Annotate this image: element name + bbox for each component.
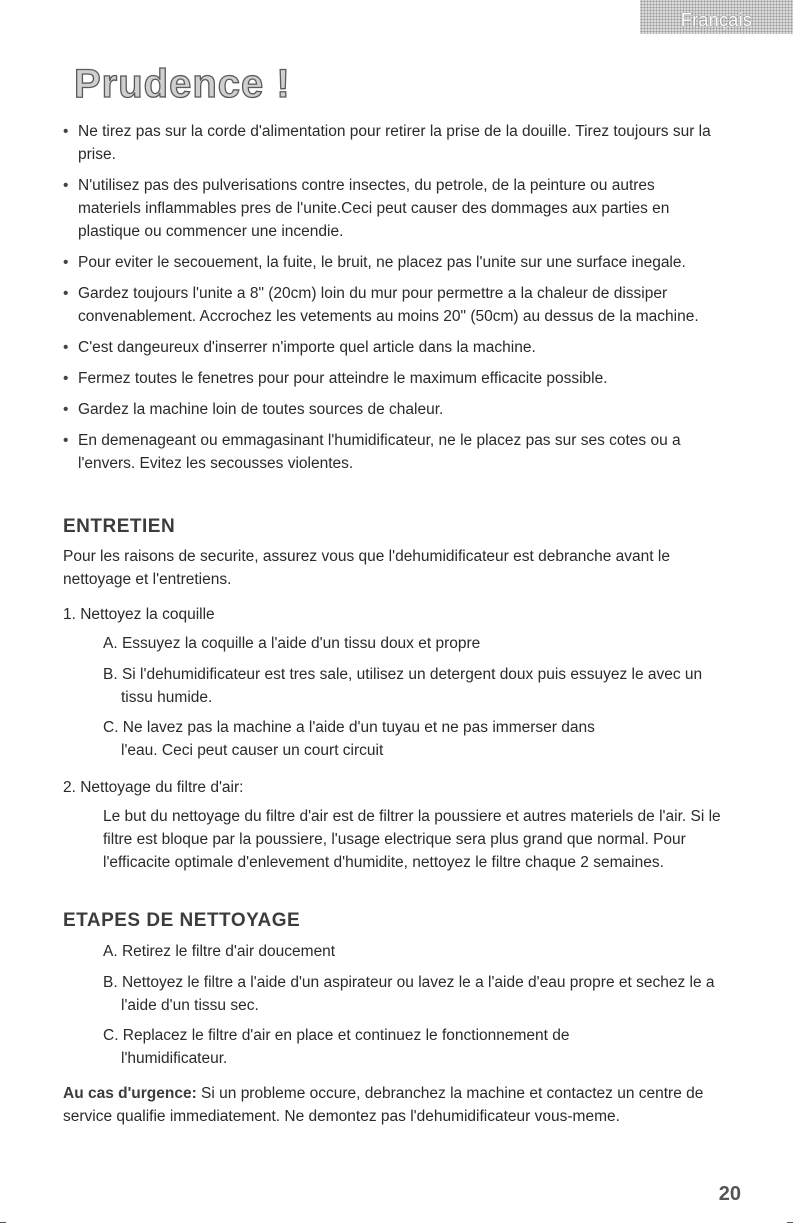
- item1-step-c: C. Ne lavez pas la machine a l'aide d'un tuyau et ne pas immerser dans l'eau. Ceci peut causer un court circuit: [103, 719, 595, 759]
- crop-mark-right: [787, 1222, 793, 1223]
- warning-item: • En demenageant ou emmagasinant l'humidificateur, ne le placez pas sur ses cotes ou a l'envers. Evitez les secousses violentes.: [78, 429, 718, 475]
- language-tab: [640, 0, 793, 34]
- item2-text: Le but du nettoyage du filtre d'air est de filtrer la poussiere et autres materiels de l'air. Si le filtre est bloque par la poussiere, l'usage electrique sera plus grand que normal. Pour l'efficacite optimale d'enlevement d'humidite, nettoyez le filtre chaque 2 semaines.: [103, 808, 721, 871]
- etapes-step-a: A. Retirez le filtre d'air doucement: [103, 943, 336, 960]
- page-title: Prudence !: [74, 62, 291, 106]
- urgence-text: Si un probleme occure, debranchez la machine et contactez un centre de service qualifie immediatement. Ne demontez pas l'dehumidificateur vous-meme.: [63, 1085, 704, 1125]
- warning-item: • Fermez toutes le fenetres pour pour atteindre le maximum efficacite possible.: [78, 367, 718, 390]
- warning-item: • N'utilisez pas des pulverisations contre insectes, du petrole, de la peinture ou autres materiels inflammables pres de l'unite.Ceci peut causer des dommages aux parties en plastique ou commencer une incendie.: [78, 174, 718, 243]
- language-label: Français: [680, 10, 753, 30]
- etapes-heading: ETAPES DE NETTOYAGE: [63, 910, 301, 931]
- urgence-paragraph: [63, 1082, 733, 1128]
- item1-step-b: B. Si l'dehumidificateur est tres sale, utilisez un detergent doux puis essuyez le avec un tissu humide.: [103, 666, 703, 706]
- page-number: 20: [718, 1183, 741, 1205]
- warning-item: • Pour eviter le secouement, la fuite, le bruit, ne placez pas l'unite sur une surface inegale.: [78, 251, 718, 274]
- item1-label: 1. Nettoyez la coquille: [63, 606, 215, 623]
- urgence-label: Au cas d'urgence:: [63, 1085, 197, 1102]
- etapes-step-b: B. Nettoyez le filtre a l'aide d'un aspirateur ou lavez le a l'aide d'eau propre et sechez le a l'aide d'un tissu sec.: [103, 974, 715, 1014]
- warning-item: • Gardez la machine loin de toutes sources de chaleur.: [78, 398, 718, 421]
- entretien-heading: ENTRETIEN: [63, 516, 176, 537]
- warning-item: • Ne tirez pas sur la corde d'alimentation pour retirer la prise de la douille. Tirez toujours sur la prise.: [78, 120, 718, 166]
- warnings-list: [78, 120, 718, 483]
- warning-item: • Gardez toujours l'unite a 8" (20cm) loin du mur pour permettre a la chaleur de dissiper convenablement. Accrochez les vetements au moins 20" (50cm) au dessus de la machine.: [78, 282, 718, 328]
- item1-step-a: A. Essuyez la coquille a l'aide d'un tissu doux et propre: [103, 635, 481, 652]
- etapes-step-c: C. Replacez le filtre d'air en place et continuez le fonctionnement de l'humidificateur.: [103, 1027, 570, 1067]
- warning-item: • C'est dangeureux d'inserrer n'importe quel article dans la machine.: [78, 336, 718, 359]
- item2-label: 2. Nettoyage du filtre d'air:: [63, 779, 244, 796]
- entretien-intro: Pour les raisons de securite, assurez vous que l'dehumidificateur est debranche avant le nettoyage et l'entretiens.: [63, 548, 670, 588]
- crop-mark-left: [0, 1222, 6, 1223]
